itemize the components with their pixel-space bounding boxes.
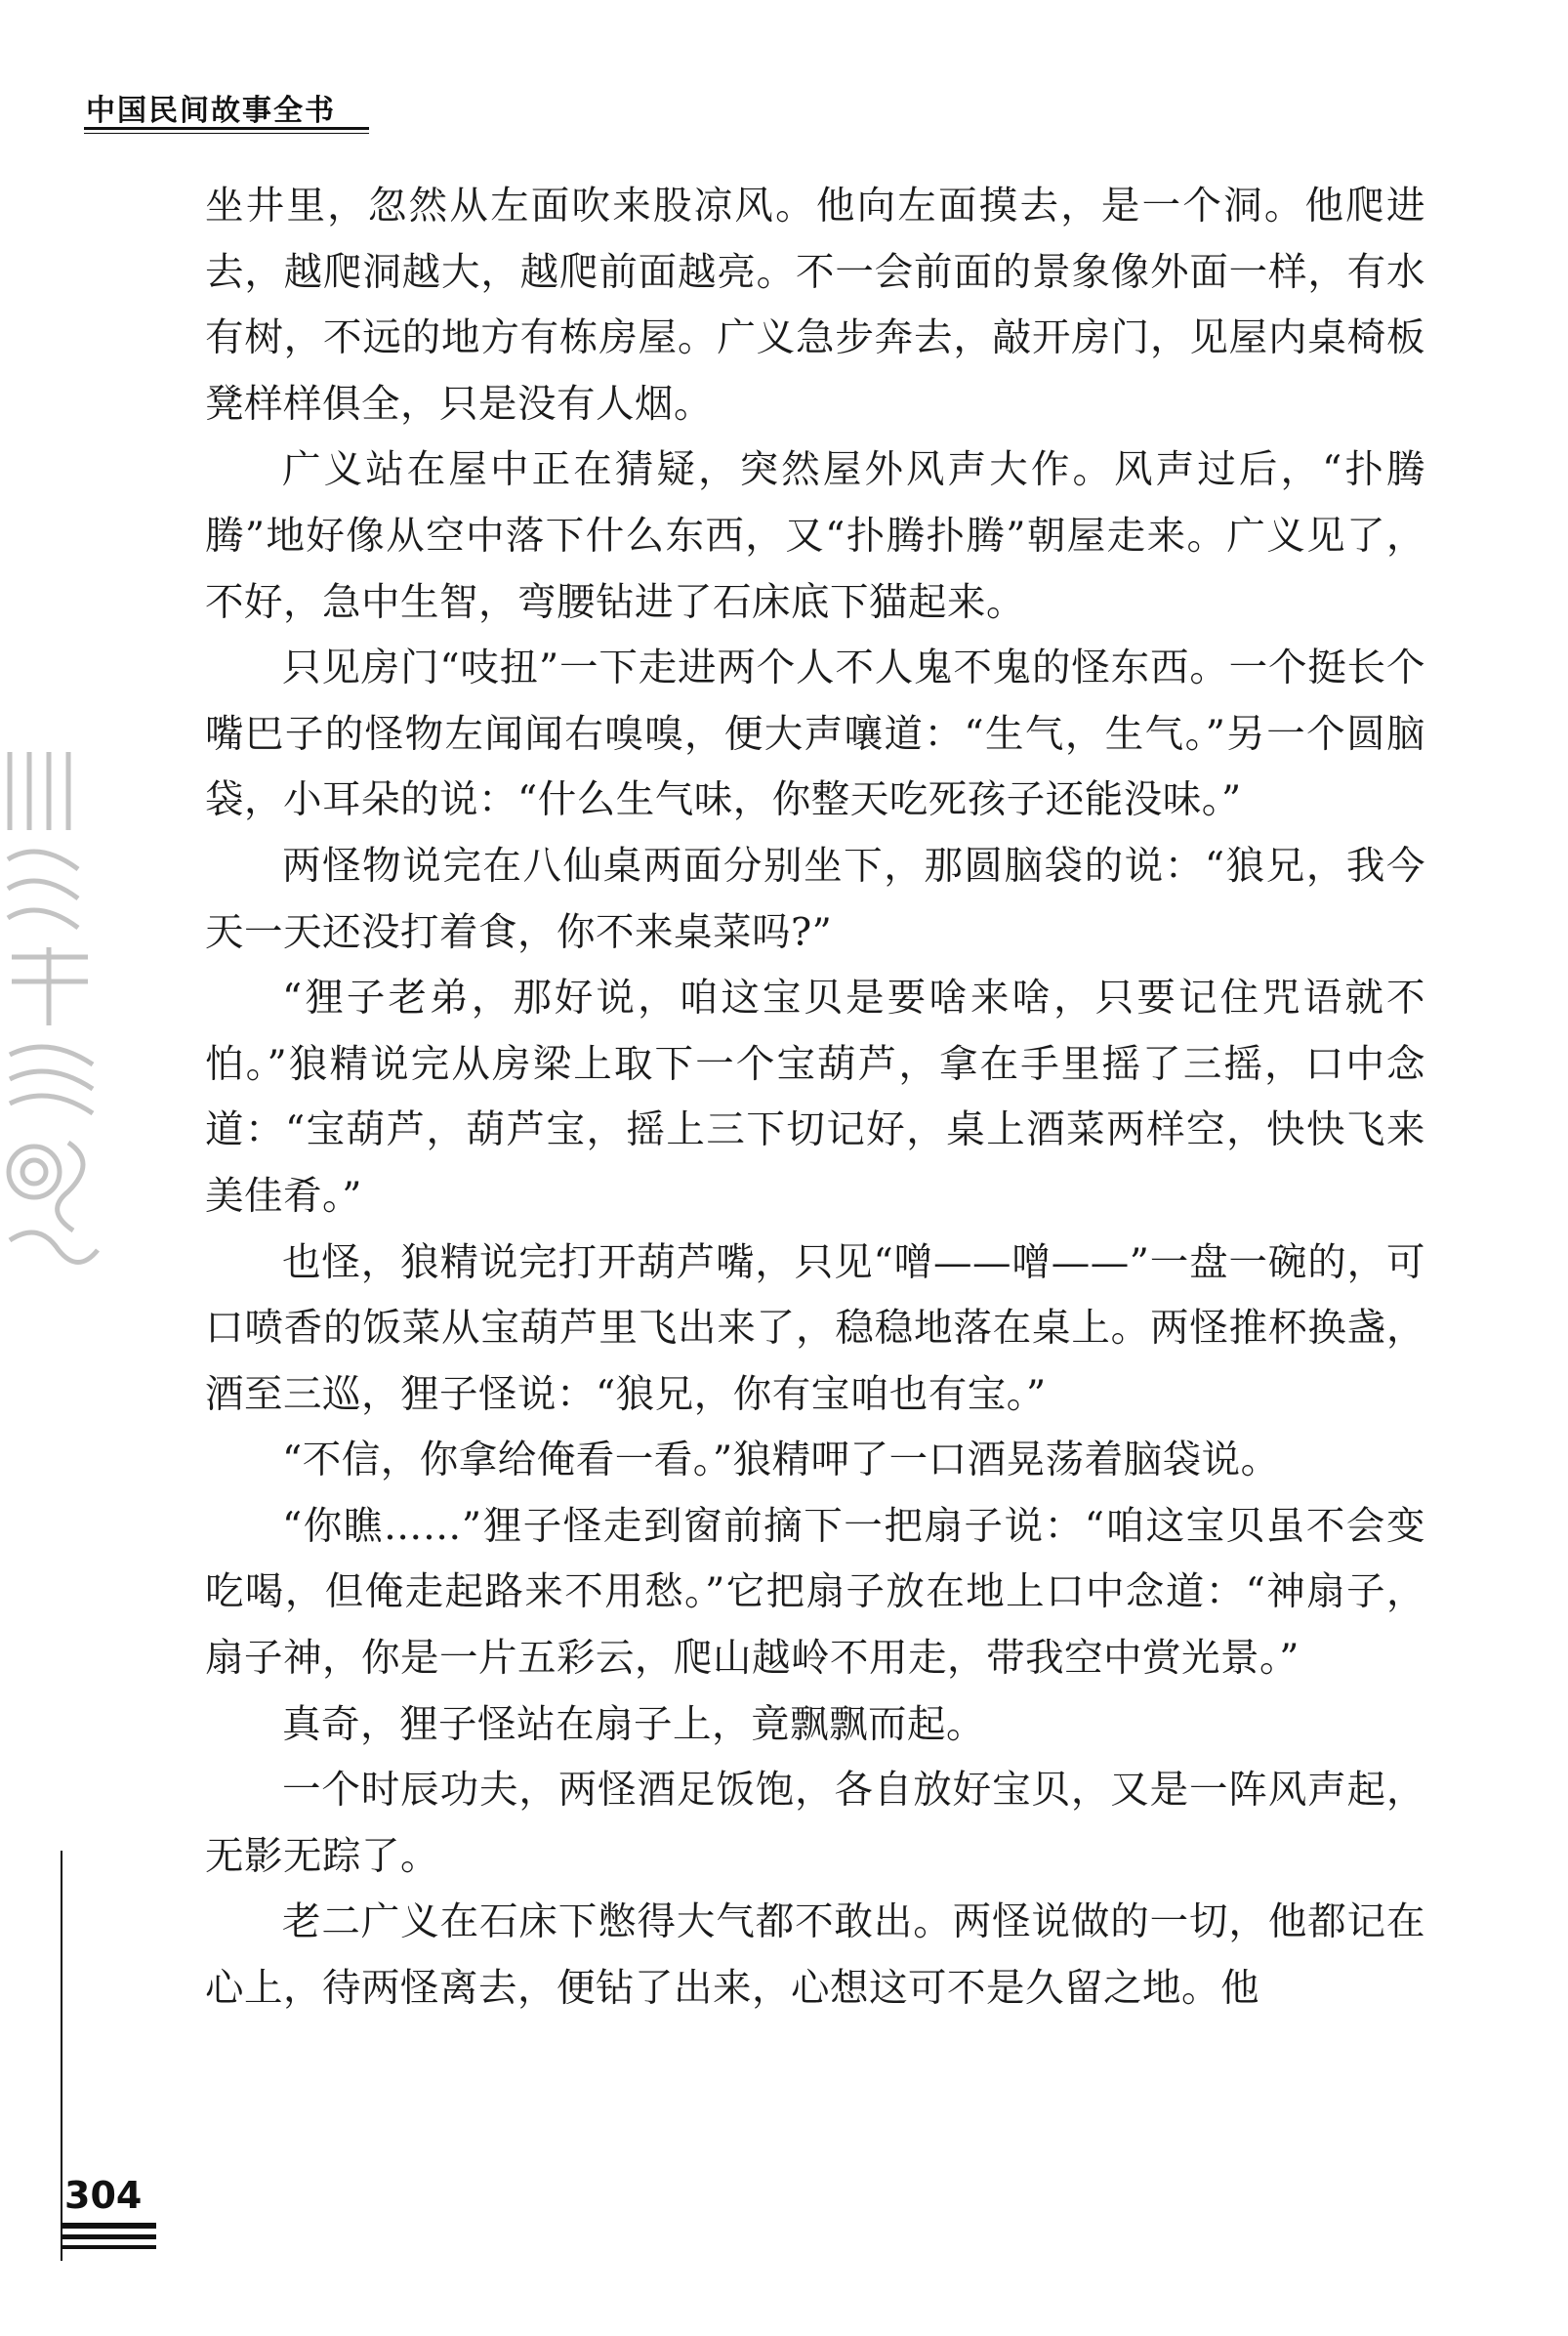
paragraph: 只见房门“吱扭”一下走进两个人不人鬼不鬼的怪东西。一个挺长个嘴巴子的怪物左闻闻右嗅嗅，便大声嚷道：“生气，生气。”另一个圆脑袋，小耳朵的说：“什么生气味，你整天吃死孩子还能没味。”	[205, 646, 1425, 823]
paragraph: “不信，你拿给俺看一看。”狼精呷了一口酒晃荡着脑袋说。	[282, 1438, 1280, 1483]
paragraph: 坐井里，忽然从左面吹来股凉风。他向左面摸去，是一个洞。他爬进去，越爬洞越大，越爬前面越亮。不一会前面的景象像外面一样，有水有树，不远的地方有栋房屋。广义急步奔去，敲开房门，见屋内桌椅板凳样样俱全，只是没有人烟。	[205, 184, 1425, 427]
paragraph: 一个时辰功夫，两怪酒足饭饱，各自放好宝贝，又是一阵风声起，无影无踪了。	[205, 1768, 1425, 1879]
running-header: 中国民间故事全书	[86, 94, 336, 128]
paragraph: 真奇，狸子怪站在扇子上，竟飘飘而起。	[282, 1701, 985, 1747]
page-number-rule	[61, 2245, 156, 2249]
page-number: 304	[64, 2174, 143, 2217]
decorative-margin-pattern	[0, 742, 109, 1289]
paragraph: 广义站在屋中正在猜疑，突然屋外风声大作。风声过后，“扑腾腾”地好像从空中落下什么东西，又“扑腾扑腾”朝屋走来。广义见了，不好，急中生智，弯腰钻进了石床底下猫起来。	[205, 447, 1425, 625]
header-rule-thin	[84, 133, 369, 134]
paragraph: 也怪，狼精说完打开葫芦嘴，只见“噌——噌——”一盘一碗的，可口喷香的饭菜从宝葫芦里飞出来了，稳稳地落在桌上。两怪推杯换盏，酒至三巡，狸子怪说：“狼兄，你有宝咱也有宝。”	[205, 1239, 1425, 1417]
page-number-rule	[61, 2223, 156, 2229]
story-body	[205, 174, 1425, 2023]
paragraph: “狸子老弟，那好说，咱这宝贝是要啥来啥，只要记住咒语就不怕。”狼精说完从房梁上取下一个宝葫芦，拿在手里摇了三摇，口中念道：“宝葫芦，葫芦宝，摇上三下切记好，桌上酒菜两样空，快快飞来美佳肴。”	[205, 976, 1425, 1219]
header-rule	[84, 127, 369, 130]
paragraph: 两怪物说完在八仙桌两面分别坐下，那圆脑袋的说：“狼兄，我今天一天还没打着食，你不来桌菜吗?”	[205, 843, 1425, 955]
paragraph: 老二广义在石床下憋得大气都不敢出。两怪说做的一切，他都记在心上，待两怪离去，便钻了出来，心想这可不是久留之地。他	[205, 1899, 1425, 2012]
margin-rule	[61, 1851, 62, 2261]
paragraph: “你瞧……”狸子怪走到窗前摘下一把扇子说：“咱这宝贝虽不会变吃喝，但俺走起路来不用愁。”它把扇子放在地上口中念道：“神扇子，扇子神，你是一片五彩云，爬山越岭不用走，带我空中赏光景。”	[205, 1503, 1425, 1682]
page-number-rule	[61, 2234, 156, 2239]
